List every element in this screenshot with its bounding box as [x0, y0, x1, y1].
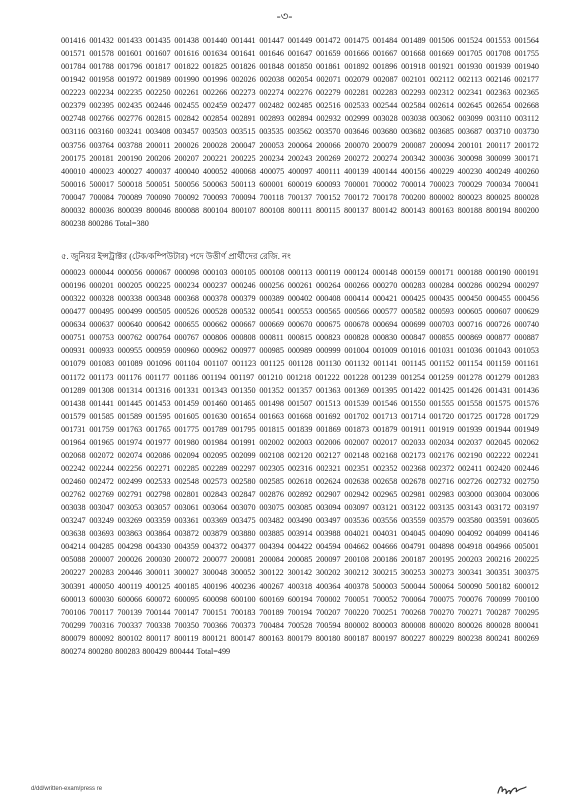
signature-icon [496, 782, 528, 798]
page-number: -৩- [276, 9, 293, 23]
total-count: Total=380 [115, 218, 149, 228]
registration-numbers: 001416 001432 001433 001435 001438 001440 001441 001447 001449 001472 001475 001484 001489 001506 001524 001553 001564 001571 001578 001601 001607 001616 001634 001641 001646 001647 001659 001666 001667 001668 001669 001705 001708 001755 001784 001788 001796 001817 001822 001825 001826 001848 001850 001861 001892 001896 001918 001921 001930 001939 001940 001942 001958 001972 001989 001990 001996 002026 002038 002054 002071 002079 002087 002101 002112 002113 002146 002177 002223 002234 002235 002250 002261 002266 002273 002274 002276 002279 002281 002283 002293 002312 002341 002363 002365 002379 002395 002435 002446 002455 002459 002477 002482 002485 002516 002533 002544 002584 002614 002645 002654 002668 002748 002766 002776 002815 002842 002854 002891 002893 002894 002932 002999 003028 003038 003062 003099 003110 003112 003116 003160 003241 003408 003457 003503 003515 003535 003562 003570 003646 003680 003682 003685 003687 003710 003730 003756 003764 003788 200011 200026 200028 200047 200053 200064 200066 200070 200079 200087 200094 200101 200117 200172 200175 200181 200190 200206 200207 200221 200225 200234 200243 200269 200272 200274 200342 300036 300098 300099 300171 400010 400023 400027 400037 400040 400052 400068 400075 400097 400111 400139 400144 400156 400229 400230 400249 400260 500016 500017 500018 500051 500056 500063 500113 600001 600019 600093 700001 700002 700014 700023 700029 700034 700041 700047 700084 700089 700090 700092 700093 700094 700118 700137 700152 700172 700178 700200 800002 800023 800025 800028 800032 800036 800039 800046 800088 800104 800107 800108 800111 800115 800137 800142 800143 800163 800188 800194 800200 800238 800286 [61, 36, 539, 228]
section-heading: ৫. জুনিয়র ইন্সট্রাক্টর (টেক/কম্পিউটার) পদে উত্তীর্ণ প্রার্থীদের রেজি. নং [61, 251, 291, 261]
registration-list-1 [61, 34, 539, 230]
footer-path: d/dd/written-exam/press re [31, 786, 103, 792]
registration-numbers: 000023 000044 000056 000067 000098 000103 000105 000108 000113 000119 000124 000148 000159 000171 000188 000190 000191 000196 000201 000205 000225 000234 000237 000246 000256 000261 000264 000266 000270 000283 000284 000286 000294 000297 000322 000328 000338 000348 000368 000378 000379 000389 000402 000408 000414 000421 000425 000435 000450 000455 000456 000477 000495 000499 000505 000526 000528 000532 000541 000553 000565 000566 000577 000582 000593 000605 000607 000629 000634 000637 000640 000642 000655 000662 000667 000669 000670 000675 000678 000694 000699 000703 000716 000726 000740 000751 000753 000762 000764 000767 000806 000808 000811 000815 000823 000828 000830 000847 000855 000869 000877 000887 000931 000933 000955 000959 000960 000962 000977 000985 000989 000999 001004 001009 001016 001031 001036 001043 001053 001079 001083 001089 001096 001104 001107 001123 001125 001128 001130 001132 001141 001145 001152 001154 001159 001161 001172 001173 001176 001177 001186 001194 001197 001210 001218 001222 001228 001239 001254 001259 001278 001279 001283 001289 001308 001314 001316 001331 001343 001350 001352 001357 001363 001369 001395 001422 001425 001426 001431 001436 001438 001441 001445 001453 001459 001460 001465 001498 001507 001513 001539 001546 001550 001555 001558 001575 001576 001579 001585 001589 001595 001605 001630 001654 001663 001668 001692 001702 001713 001714 001720 001725 001728 001729 001731 001759 001763 001765 001775 001789 001795 001815 001839 001869 001873 001879 001911 001919 001939 001944 001949 001964 001965 001974 001977 001980 001984 001991 002002 002003 002006 002007 002017 002033 002034 002037 002045 002062 002068 002072 002074 002086 002094 002095 002099 002108 002120 002127 002148 002168 002173 002176 002190 002222 002241 002242 002244 002256 002271 002285 002289 002297 002305 002316 002321 002351 002352 002368 002372 002411 002420 002446 002460 002472 002499 002533 002548 002573 002580 002585 002618 002624 002638 002658 002678 002716 002726 002732 002750 002762 002769 002791 002798 002801 002843 002847 002876 002892 002907 002942 002965 002981 002983 003000 003004 003006 003038 003047 003053 003057 003061 003064 003070 003075 003085 003094 003097 003121 003122 003135 003143 003172 003197 003247 003249 003269 003359 003361 003369 003475 003482 003490 003497 003536 003556 003559 003579 003580 003591 003605 003638 003693 003863 003864 003872 003879 003880 003885 003914 003988 004021 004031 004045 004090 004092 004099 004146 004214 004285 004298 004330 004359 004372 004377 004394 004422 004594 004662 004666 004791 004898 004918 004966 005001 005088 200007 200026 200030 200072 200077 200081 200084 200085 200097 200108 200186 200187 200195 200203 200216 200225 200227 200283 200446 300011 300027 300048 300052 300122 300142 300202 300212 300215 300253 300273 300341 300351 300375 300391 400050 400119 400125 400185 400196 400236 400267 400318 400364 400378 500003 500044 500064 500090 500182 600012 600013 600030 600066 600072 600095 600098 600100 600169 600194 700002 700051 700052 700064 700075 700076 700099 700100 700106 700117 700139 700144 700147 700151 700183 700189 700194 700207 700220 700251 700268 700270 700271 700287 700295 700299 700316 700337 700338 700350 700366 700373 700484 700528 700594 800002 800003 800008 800020 800026 800028 800041 800079 800092 800102 800117 800119 800121 800147 800163 800179 800180 800187 800197 800227 800229 800238 800241 800269 800274 800280 800283 800429 800444 [61, 268, 539, 656]
registration-list-2 [61, 266, 539, 658]
total-count: Total=499 [196, 646, 231, 656]
